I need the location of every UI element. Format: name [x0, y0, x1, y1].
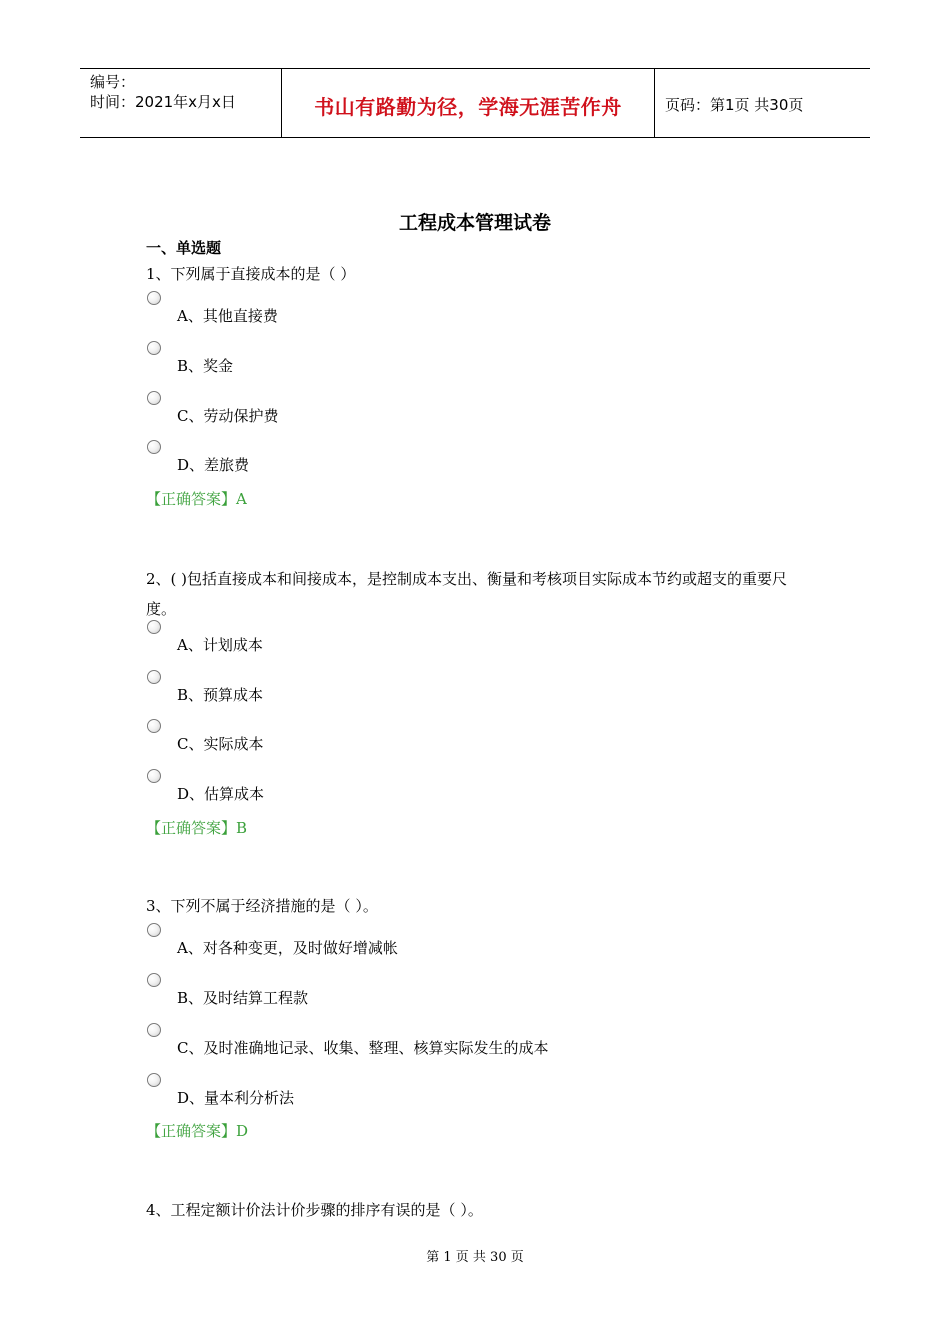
radio-button[interactable]	[147, 719, 161, 733]
doc-time-label: 时间：2021年x月x日	[90, 93, 236, 111]
option-label: C、劳动保护费	[177, 407, 279, 425]
option-label: D、差旅费	[177, 456, 250, 474]
option-label: B、奖金	[177, 357, 234, 375]
option-label: B、预算成本	[177, 686, 264, 704]
question-2-option-b[interactable]	[146, 670, 746, 718]
question-1: 1、下列属于直接成本的是（ ）	[146, 265, 356, 283]
question-2-option-a[interactable]	[146, 620, 746, 668]
option-label: C、及时准确地记录、收集、整理、核算实际发生的成本	[177, 1039, 549, 1057]
radio-button[interactable]	[147, 923, 161, 937]
radio-button[interactable]	[147, 291, 161, 305]
header-motto-cell	[282, 69, 655, 137]
radio-button[interactable]	[147, 391, 161, 405]
radio-button[interactable]	[147, 440, 161, 454]
radio-button[interactable]	[147, 620, 161, 634]
radio-button[interactable]	[147, 769, 161, 783]
radio-button[interactable]	[147, 341, 161, 355]
section-heading: 一、单选题	[146, 239, 222, 257]
header-motto: 书山有路勤为径，学海无涯苦作舟	[314, 95, 622, 119]
question-4: 4、工程定额计价法计价步骤的排序有误的是（ ）。	[146, 1201, 483, 1219]
question-2-option-d[interactable]	[146, 769, 746, 817]
header-page-cell	[655, 69, 870, 137]
header-meta-cell	[80, 69, 282, 137]
exam-title: 工程成本管理试卷	[398, 212, 551, 234]
option-label: D、估算成本	[177, 785, 265, 803]
question-3-option-b[interactable]	[146, 973, 746, 1021]
header-page-info: 页码：第1页 共30页	[665, 96, 804, 114]
option-label: A、计划成本	[177, 636, 263, 654]
option-label: A、对各种变更，及时做好增减帐	[177, 939, 398, 957]
question-1-answer: 【正确答案】A	[146, 490, 247, 508]
question-3-option-c[interactable]	[146, 1023, 746, 1071]
doc-number-label: 编号：	[90, 73, 136, 91]
question-2-option-c[interactable]	[146, 719, 746, 767]
option-label: B、及时结算工程款	[177, 989, 309, 1007]
radio-button[interactable]	[147, 1073, 161, 1087]
option-label: C、实际成本	[177, 735, 264, 753]
question-1-option-a[interactable]	[146, 291, 746, 339]
question-3-option-a[interactable]	[146, 923, 746, 971]
question-2-answer: 【正确答案】B	[146, 819, 248, 837]
radio-button[interactable]	[147, 1023, 161, 1037]
question-3: 3、下列不属于经济措施的是（ ）。	[146, 897, 378, 915]
radio-button[interactable]	[147, 973, 161, 987]
question-2: 2、( )包括直接成本和间接成本，是控制成本支出、衡量和考核项目实际成本节约或超支的重要尺度。	[146, 570, 788, 618]
question-1-option-b[interactable]	[146, 341, 746, 389]
question-3-option-d[interactable]	[146, 1073, 746, 1121]
question-3-answer: 【正确答案】D	[146, 1122, 249, 1140]
option-label: D、量本利分析法	[177, 1089, 295, 1107]
page-header	[80, 68, 870, 138]
question-1-option-d[interactable]	[146, 440, 746, 488]
option-label: A、其他直接费	[177, 307, 278, 325]
question-1-option-c[interactable]	[146, 391, 746, 439]
radio-button[interactable]	[147, 670, 161, 684]
page-footer: 第 1 页 共 30 页	[426, 1250, 524, 1265]
